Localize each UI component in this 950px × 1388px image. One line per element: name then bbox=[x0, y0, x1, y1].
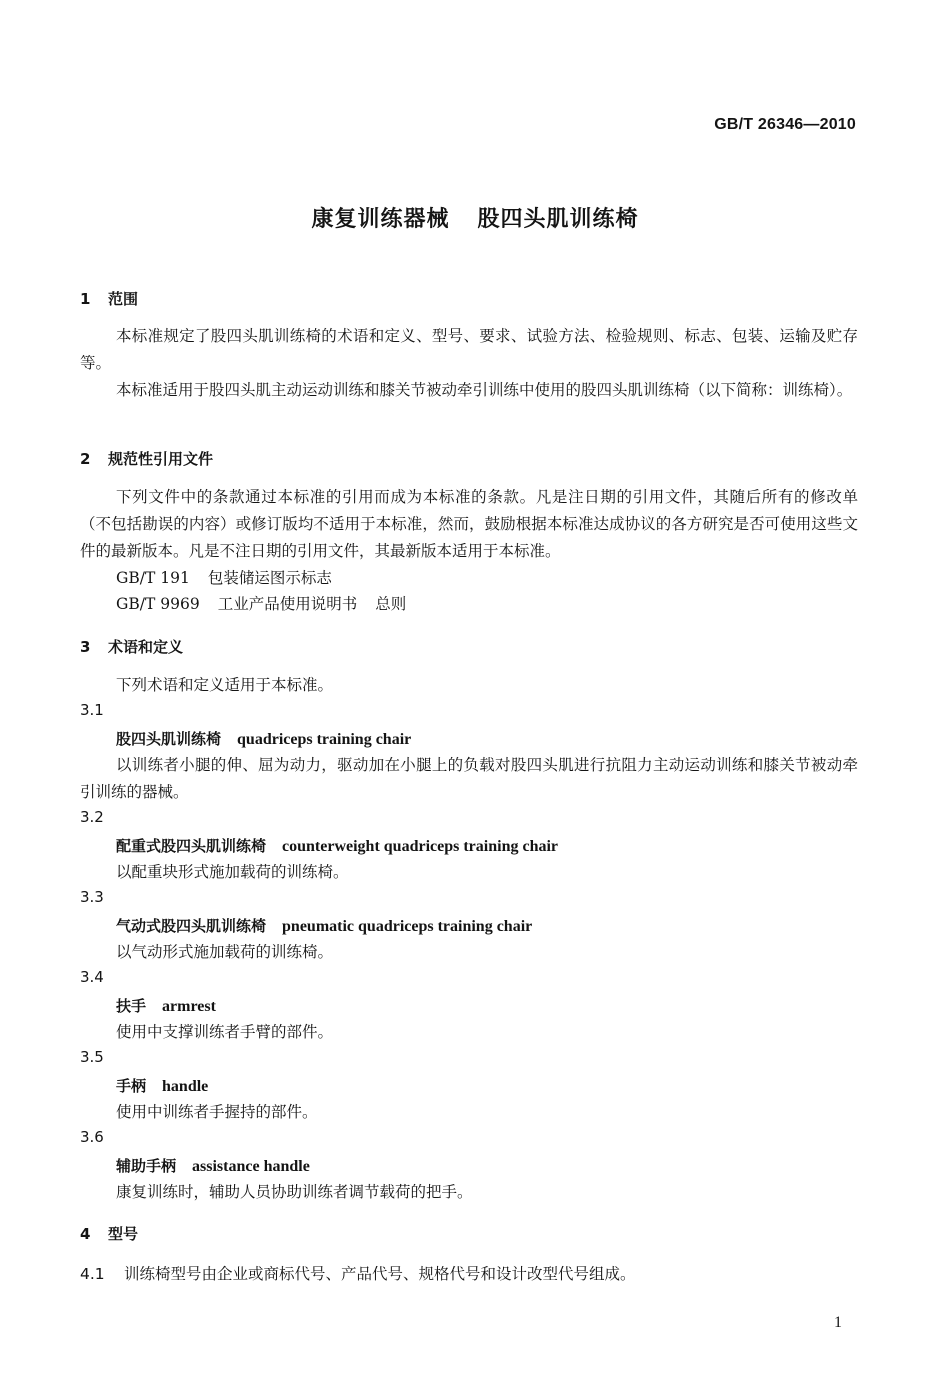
term-zh: 扶手 bbox=[116, 997, 147, 1015]
term-en: quadriceps training chair bbox=[237, 731, 412, 748]
clause-4-1 bbox=[80, 1261, 636, 1288]
term-definition: 以配重块形式施加载荷的训练椅。 bbox=[116, 863, 349, 881]
document-title bbox=[0, 202, 950, 233]
section-number: 1 bbox=[80, 290, 91, 308]
reference-title-extra: 总则 bbox=[375, 595, 407, 613]
section-3-intro: 下列术语和定义适用于本标准。 bbox=[116, 676, 334, 694]
section-title: 规范性引用文件 bbox=[108, 450, 214, 468]
term-number: 3.5 bbox=[80, 1048, 104, 1066]
section-1-paragraph-2: 本标准适用于股四头肌主动运动训练和膝关节被动牵引训练中使用的股四头肌训练椅（以下简称：训练椅）。 bbox=[116, 381, 853, 399]
section-title: 型号 bbox=[108, 1225, 139, 1243]
term-en: counterweight quadriceps training chair bbox=[282, 838, 559, 855]
term-definition: 以训练者小腿的伸、屈为动力，驱动加在小腿上的负载对股四头肌进行抗阻力主动运动训练和膝关节被动牵引训练的器械。 bbox=[80, 756, 858, 801]
term-en: handle bbox=[162, 1078, 209, 1095]
section-1-heading bbox=[80, 288, 138, 309]
clause-text: 训练椅型号由企业或商标代号、产品代号、规格代号和设计改型代号组成。 bbox=[124, 1265, 636, 1283]
section-title: 范围 bbox=[108, 290, 139, 308]
term-en: armrest bbox=[162, 998, 216, 1015]
normative-reference bbox=[116, 565, 332, 592]
reference-title: 包装储运图示标志 bbox=[207, 569, 332, 587]
section-1-paragraph-1: 本标准规定了股四头肌训练椅的术语和定义、型号、要求、试验方法、检验规则、标志、包装、运输及贮存等。 bbox=[80, 327, 858, 372]
term-zh: 配重式股四头肌训练椅 bbox=[116, 837, 267, 855]
term-definition: 使用中支撑训练者手臂的部件。 bbox=[116, 1023, 334, 1041]
standard-code: GB/T 26346—2010 bbox=[714, 116, 856, 133]
term-number: 3.6 bbox=[80, 1128, 104, 1146]
section-4-heading bbox=[80, 1223, 138, 1244]
section-number: 4 bbox=[80, 1225, 91, 1243]
term-zh: 股四头肌训练椅 bbox=[116, 730, 222, 748]
term-en: pneumatic quadriceps training chair bbox=[282, 918, 533, 935]
title-part-1: 康复训练器械 bbox=[311, 207, 450, 232]
term-name bbox=[116, 995, 216, 1016]
term-zh: 气动式股四头肌训练椅 bbox=[116, 917, 267, 935]
term-number: 3.2 bbox=[80, 808, 104, 826]
term-name bbox=[116, 915, 532, 936]
term-en: assistance handle bbox=[192, 1158, 310, 1175]
clause-number: 4.1 bbox=[80, 1265, 105, 1283]
page-number: 1 bbox=[834, 1314, 842, 1331]
term-definition: 康复训练时，辅助人员协助训练者调节载荷的把手。 bbox=[116, 1183, 473, 1201]
term-name bbox=[116, 1155, 310, 1176]
term-name bbox=[116, 728, 411, 749]
term-name bbox=[116, 1075, 208, 1096]
reference-title: 工业产品使用说明书 bbox=[217, 595, 358, 613]
term-number: 3.3 bbox=[80, 888, 104, 906]
term-zh: 辅助手柄 bbox=[116, 1157, 177, 1175]
section-number: 2 bbox=[80, 450, 91, 468]
term-number: 3.4 bbox=[80, 968, 104, 986]
section-2-heading bbox=[80, 448, 213, 469]
term-name bbox=[116, 835, 558, 856]
section-number: 3 bbox=[80, 638, 91, 656]
reference-code: GB/T 9969 bbox=[116, 595, 200, 613]
title-part-2: 股四头肌训练椅 bbox=[477, 207, 639, 232]
term-number: 3.1 bbox=[80, 701, 104, 719]
term-definition: 以气动形式施加载荷的训练椅。 bbox=[116, 943, 334, 961]
term-zh: 手柄 bbox=[116, 1077, 147, 1095]
normative-reference bbox=[116, 591, 406, 618]
reference-code: GB/T 191 bbox=[116, 569, 190, 587]
section-title: 术语和定义 bbox=[108, 638, 184, 656]
term-definition: 使用中训练者手握持的部件。 bbox=[116, 1103, 318, 1121]
section-2-paragraph-1: 下列文件中的条款通过本标准的引用而成为本标准的条款。凡是注日期的引用文件，其随后所有的修改单（不包括勘误的内容）或修订版均不适用于本标准，然而，鼓励根据本标准达成协议的各方研究是否可使用这些文件的最新版本。凡是不注日期的引用文件，其最新版本适用于本标准。 bbox=[80, 488, 858, 560]
section-3-heading bbox=[80, 636, 183, 657]
